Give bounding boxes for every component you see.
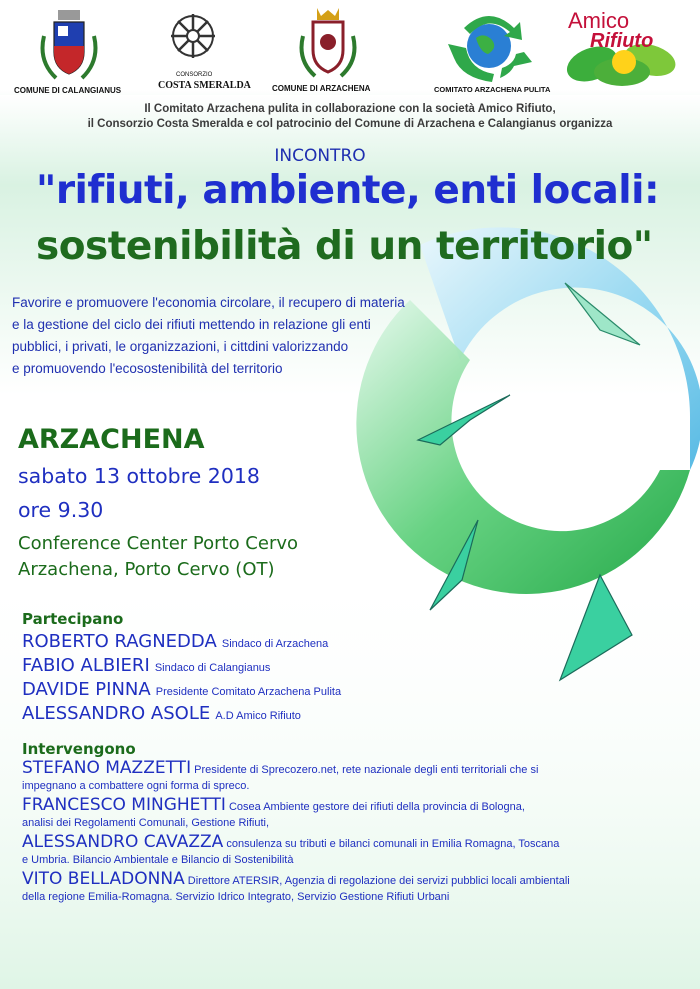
- speaker-entry: [22, 834, 694, 868]
- participant-name: FABIO ALBIERI: [22, 655, 150, 676]
- venue-line-2: Arzachena, Porto Cervo (OT): [18, 559, 275, 580]
- logo-label-consorzio: CONSORZIO: [176, 72, 213, 78]
- event-venue: [18, 531, 298, 583]
- participant-role: Sindaco di Arzachena: [221, 638, 329, 650]
- event-city: ARZACHENA: [18, 424, 205, 455]
- description-line: e la gestione del ciclo dei rifiuti mettendo in relazione gli enti: [12, 317, 371, 332]
- coat-of-arms-icon: [295, 4, 361, 82]
- description-line: e promuovendo l'ecosostenibilità del territorio: [12, 361, 283, 376]
- logo-label-comitato: COMITATO ARZACHENA PULITA: [434, 85, 551, 94]
- intervengono-section: [22, 740, 694, 905]
- participant-name: DAVIDE PINNA: [22, 679, 151, 700]
- speaker-role-cont: impegnano a combattere ogni forma di spreco.: [22, 780, 250, 792]
- partecipano-section: [22, 610, 682, 724]
- event-time: ore 9.30: [18, 498, 104, 522]
- intro-text: [0, 102, 700, 132]
- intro-line-1: Il Comitato Arzachena pulita in collaborazione con la società Amico Rifiuto,: [144, 103, 556, 115]
- event-title-line-1: "rifiuti, ambiente, enti locali:: [36, 168, 660, 213]
- participant-row: [22, 703, 682, 724]
- intro-line-2: il Consorzio Costa Smeralda e col patrocinio del Comune di Arzachena e Calangianus organizza: [87, 118, 613, 130]
- speaker-role-cont: analisi dei Regolamenti Comunali, Gestione Rifiuti,: [22, 817, 270, 829]
- participant-row: [22, 655, 682, 676]
- speaker-entry: [22, 797, 694, 831]
- coat-of-arms-icon: [36, 6, 102, 86]
- speaker-entry: [22, 760, 694, 794]
- speaker-name: FRANCESCO MINGHETTI: [22, 795, 226, 815]
- description-line: Favorire e promuovere l'economia circolare, il recupero di materia: [12, 295, 405, 310]
- event-title-line-2: sostenibilità di un territorio": [36, 224, 653, 269]
- speaker-role: consulenza su tributi e bilanci comunali in Emilia Romagna, Toscana: [226, 838, 560, 850]
- event-kicker: INCONTRO: [274, 146, 366, 166]
- participant-role: Presidente Comitato Arzachena Pulita: [155, 686, 342, 698]
- speaker-name: ALESSANDRO CAVAZZA: [22, 832, 224, 852]
- description-line: pubblici, i privati, le organizzazioni, i cittdini valorizzando: [12, 339, 349, 354]
- participant-row: [22, 631, 682, 652]
- speaker-entry: [22, 871, 694, 905]
- participant-role: A.D Amico Rifiuto: [215, 710, 301, 722]
- logo-label-arzachena: COMUNE DI ARZACHENA: [272, 84, 371, 93]
- logo-label-calangianus: COMUNE DI CALANGIANUS: [14, 86, 122, 95]
- event-description: [12, 292, 482, 380]
- speaker-role-cont: e Umbria. Bilancio Ambientale e Bilancio di Sostenibilità: [22, 854, 294, 866]
- speaker-name: VITO BELLADONNA: [22, 869, 185, 889]
- logo-label-costa-smeralda: COSTA SMERALDA: [158, 80, 251, 91]
- intervengono-heading: Intervengono: [22, 740, 136, 758]
- speaker-role-cont: della regione Emilia-Romagna. Servizio Idrico Integrato, Servizio Gestione Rifiuti Urbani: [22, 891, 450, 903]
- participant-role: Sindaco di Calangianus: [154, 662, 271, 674]
- recycle-globe-icon: [444, 8, 534, 82]
- compass-cross-icon: [168, 8, 218, 68]
- participant-name: ALESSANDRO ASOLE: [22, 703, 211, 724]
- participant-name: ROBERTO RAGNEDDA: [22, 631, 217, 652]
- speaker-name: STEFANO MAZZETTI: [22, 758, 192, 778]
- partecipano-heading: Partecipano: [22, 610, 124, 628]
- logo-row: [0, 0, 700, 96]
- venue-line-1: Conference Center Porto Cervo: [18, 533, 299, 554]
- speaker-role: Presidente di Sprecozero.net, rete nazionale degli enti territoriali che si: [194, 764, 539, 776]
- logo-label-amico: Amico: [568, 8, 630, 33]
- speaker-role: Cosea Ambiente gestore dei rifiuti della provincia di Bologna,: [228, 801, 525, 813]
- speaker-role: Direttore ATERSIR, Agenzia di regolazione dei servizi pubblici locali ambientali: [187, 875, 570, 887]
- participant-row: [22, 679, 682, 700]
- logo-label-rifiuto: Rifiuto: [590, 30, 654, 52]
- event-date: sabato 13 ottobre 2018: [18, 464, 260, 488]
